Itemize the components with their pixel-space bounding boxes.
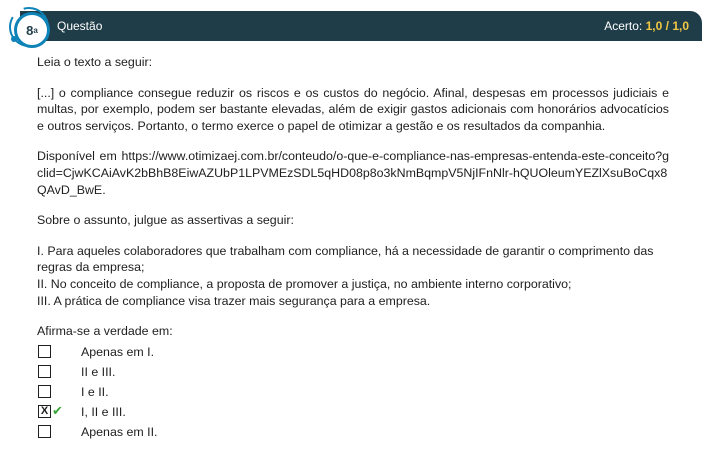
score-total: 1,0: [672, 19, 689, 33]
option-item[interactable]: [37, 345, 437, 365]
option-label: Apenas em II.: [81, 425, 158, 439]
question-number-suffix: a: [33, 25, 38, 35]
prompt-text: Sobre o assunto, julgue as assertivas a seguir:: [37, 213, 294, 228]
option-checkbox[interactable]: [38, 425, 51, 438]
option-checkbox-checked[interactable]: X: [38, 405, 51, 418]
score-separator: /: [662, 19, 673, 33]
correct-check-icon: ✔: [52, 403, 63, 418]
option-checkbox[interactable]: [38, 345, 51, 358]
question-stem: Afirma-se a verdade em:: [37, 324, 173, 339]
option-item[interactable]: [37, 425, 437, 445]
question-number-text: 8: [26, 22, 34, 38]
option-label: II e III.: [81, 365, 116, 379]
score-display: [604, 19, 689, 33]
assertion-item: II. No conceito de compliance, a proposta de promover a justiça, no ambiente interno corporativo;: [37, 276, 572, 291]
answer-options: [37, 345, 437, 445]
assertion-item: I. Para aqueles colaboradores que trabalham com compliance, há a necessidade de garantir o comprimento das regras da empresa;: [37, 243, 654, 275]
option-checkbox[interactable]: [38, 385, 51, 398]
option-item[interactable]: [37, 365, 437, 385]
score-value: 1,0: [645, 19, 663, 33]
assertions-list: [37, 243, 669, 309]
question-number-badge: [8, 6, 54, 52]
source-text: Disponível em https://www.otimizaej.com.br/conteudo/o-que-e-compliance-nas-empresas-entenda-este-conceito?gclid=CjwKCAiAvK2bBhB8EiwAZUbP1LPVMEzSDL5qHD08p8o3kNmBqmpV5NjIFnNlr-hQUOleumYEZlXsuBoCqx8QAvD_BwE.: [37, 149, 669, 197]
option-checkbox[interactable]: [38, 365, 51, 378]
option-item[interactable]: [37, 385, 437, 405]
option-item-selected[interactable]: [37, 405, 437, 425]
question-label: Questão: [57, 19, 103, 33]
passage-text: [...] o compliance consegue reduzir os riscos e os custos do negócio. Afinal, despesas em processos judiciais e multas, por exemplo, podem ser bastante elevadas, além de exigir gastos adicionais com honorários advocatícios e outros serviços. Portanto, o termo exerce o papel de otimizar a gestão e os resultados da companhia.: [37, 85, 669, 133]
option-label: I e II.: [81, 385, 109, 399]
option-label: Apenas em I.: [81, 345, 155, 359]
option-label: I, II e III.: [81, 405, 126, 419]
assertion-item: III. A prática de compliance visa trazer mais segurança para a empresa.: [37, 293, 431, 308]
question-number: [14, 12, 50, 48]
question-header: [20, 11, 702, 41]
intro-text: Leia o texto a seguir:: [37, 55, 153, 69]
score-prefix: Acerto:: [604, 19, 646, 33]
question-body: [37, 54, 669, 354]
